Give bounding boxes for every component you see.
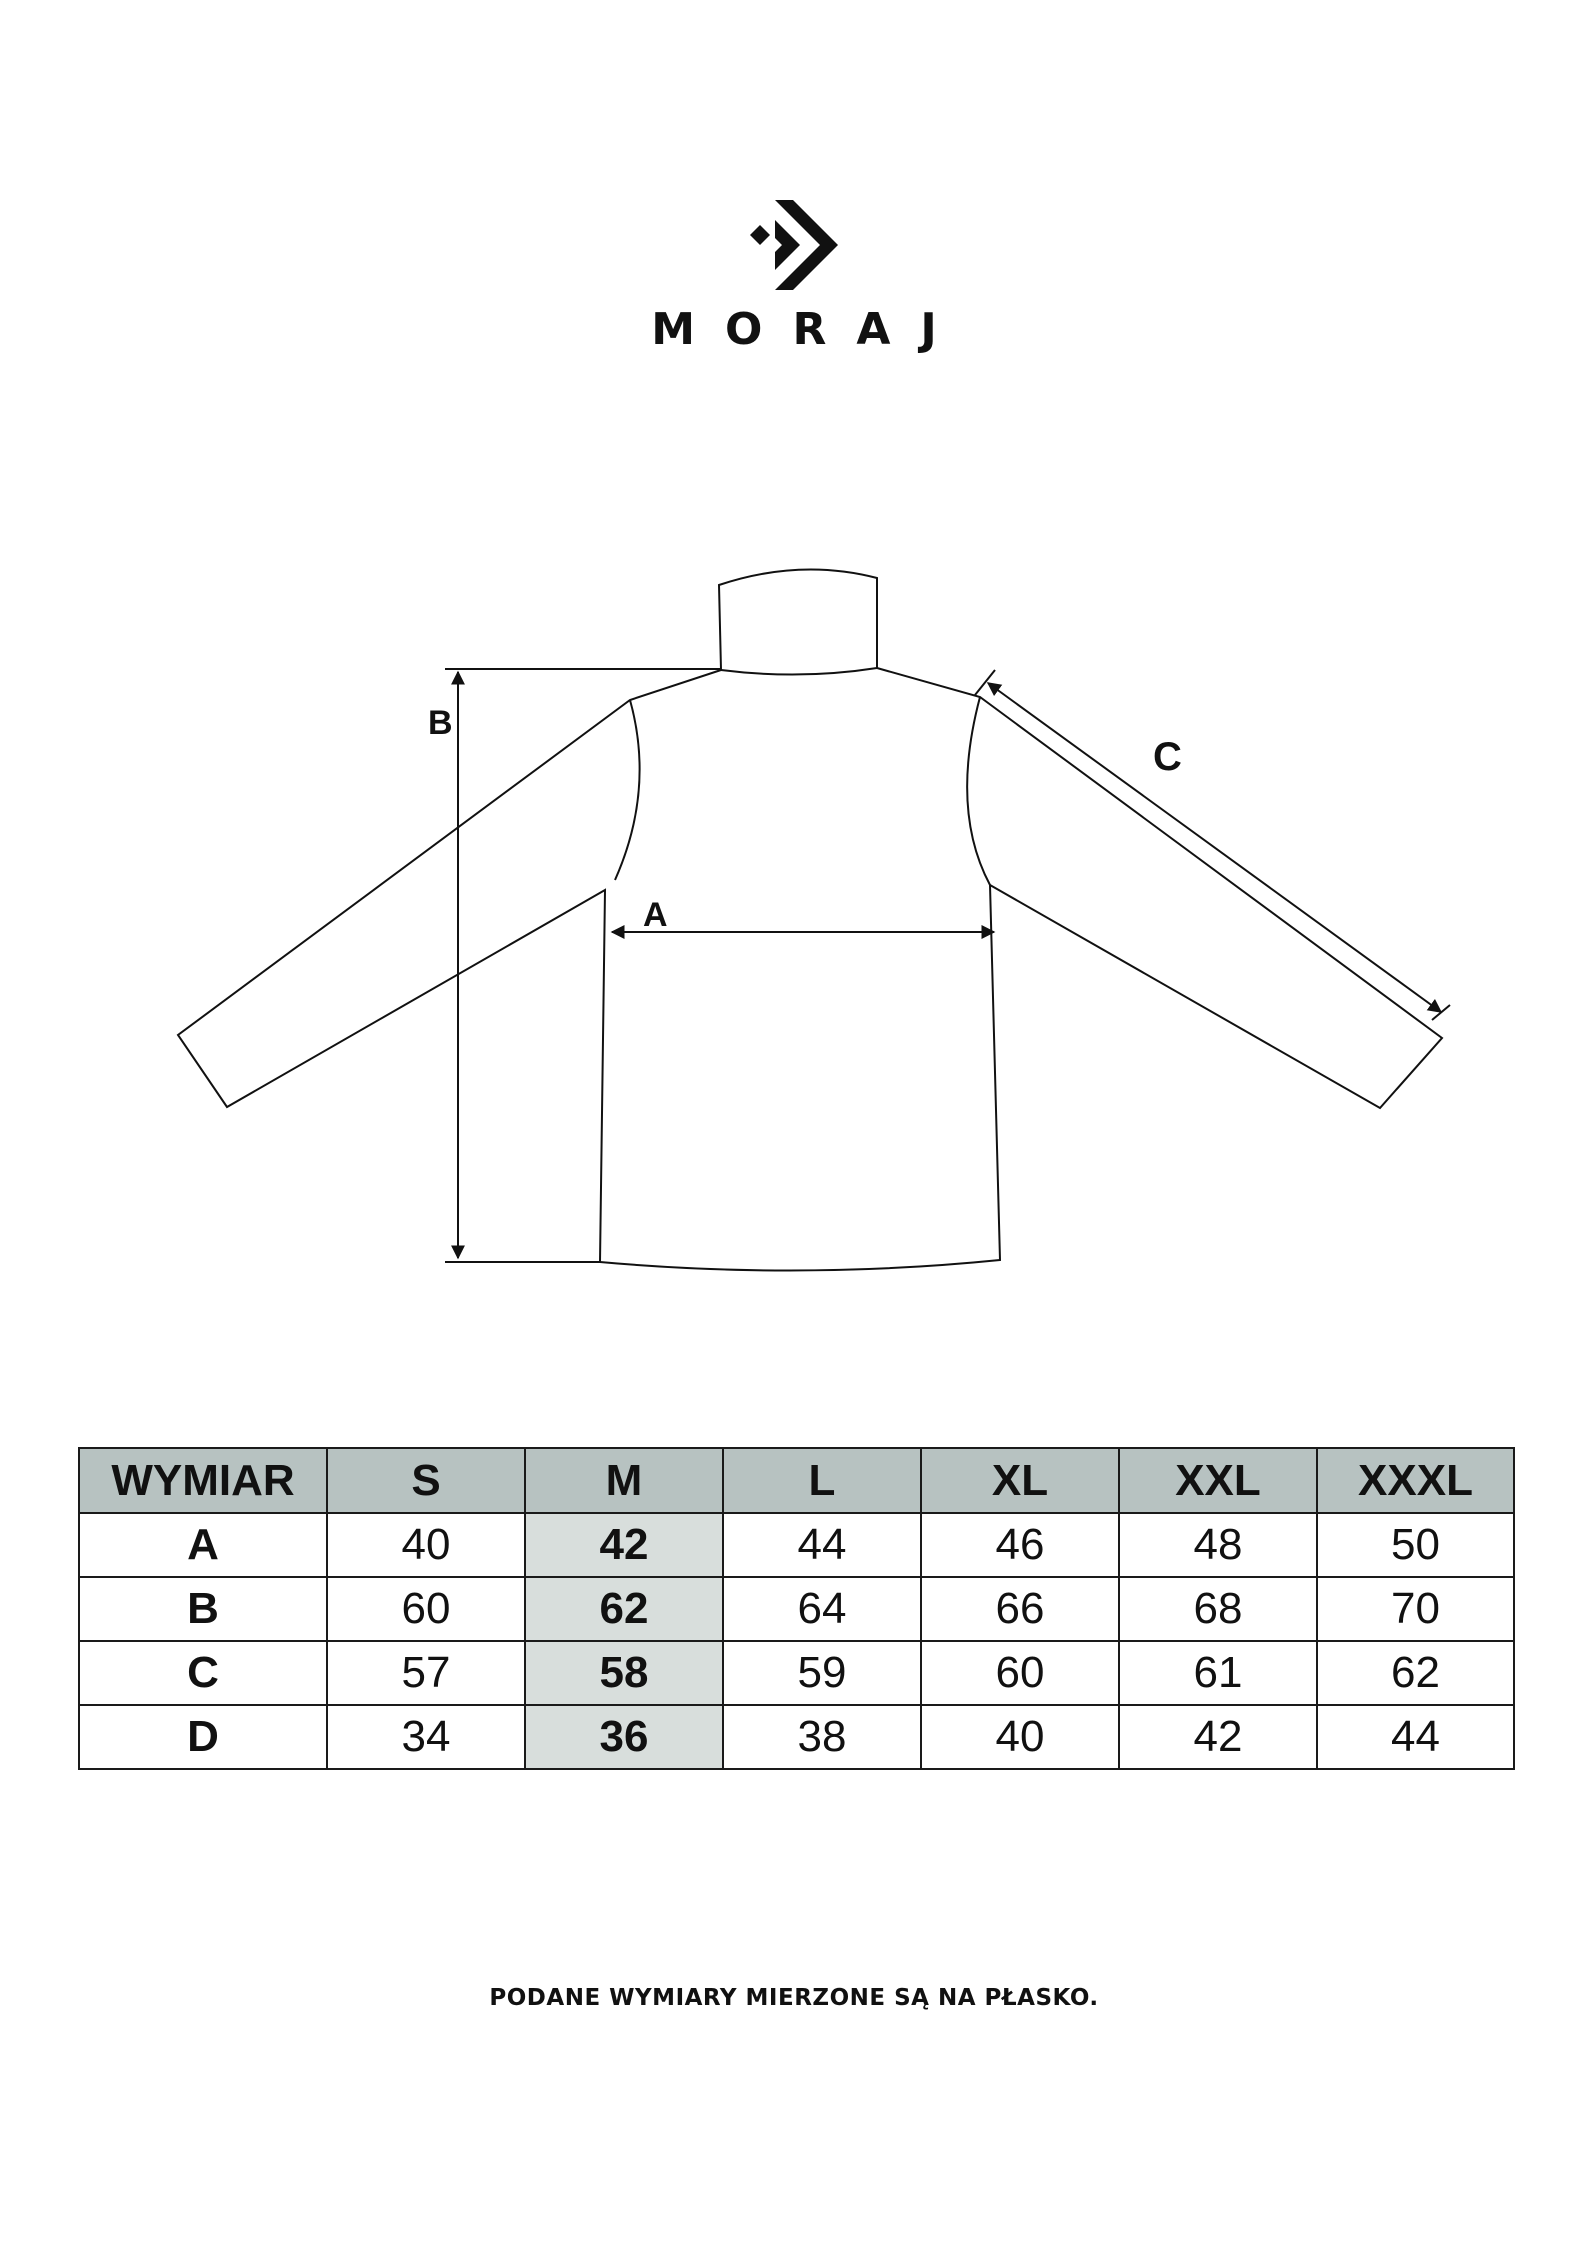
- row-label: C: [79, 1641, 327, 1705]
- table-cell: 60: [921, 1641, 1119, 1705]
- table-cell: 40: [921, 1705, 1119, 1769]
- table-cell: 44: [723, 1513, 921, 1577]
- sweater-outline: [178, 668, 1442, 1271]
- table-cell: 60: [327, 1577, 525, 1641]
- table-row: [79, 1513, 1514, 1577]
- header-cell: XXXL: [1317, 1448, 1514, 1513]
- c-tick-top: [975, 670, 995, 695]
- table-cell: 64: [723, 1577, 921, 1641]
- table-cell: 36: [525, 1705, 723, 1769]
- table-row: [79, 1705, 1514, 1769]
- table-cell: 66: [921, 1577, 1119, 1641]
- table-header-row: [79, 1448, 1514, 1513]
- table-cell: 62: [1317, 1641, 1514, 1705]
- header-cell: L: [723, 1448, 921, 1513]
- table-row: [79, 1641, 1514, 1705]
- table-cell: 61: [1119, 1641, 1317, 1705]
- table-cell: 68: [1119, 1577, 1317, 1641]
- header-cell: WYMIAR: [79, 1448, 327, 1513]
- table-cell: 38: [723, 1705, 921, 1769]
- table-cell: 46: [921, 1513, 1119, 1577]
- table-cell: 70: [1317, 1577, 1514, 1641]
- label-a: A: [643, 896, 668, 934]
- table-cell: 44: [1317, 1705, 1514, 1769]
- table-cell: 58: [525, 1641, 723, 1705]
- table-cell: 42: [525, 1513, 723, 1577]
- right-armhole: [967, 697, 990, 885]
- row-label: D: [79, 1705, 327, 1769]
- table-cell: 42: [1119, 1705, 1317, 1769]
- header-cell: S: [327, 1448, 525, 1513]
- left-armhole: [615, 700, 640, 880]
- brand-name: MORAJ: [651, 304, 967, 355]
- table-row: [79, 1577, 1514, 1641]
- label-b: B: [428, 704, 453, 742]
- row-label: B: [79, 1577, 327, 1641]
- table-cell: 59: [723, 1641, 921, 1705]
- table-cell: 50: [1317, 1513, 1514, 1577]
- table-cell: 40: [327, 1513, 525, 1577]
- collar-outline: [719, 569, 877, 674]
- measurement-note: PODANE WYMIARY MIERZONE SĄ NA PŁASKO.: [489, 1985, 1099, 2011]
- moraj-logo-icon: [745, 190, 855, 300]
- header-cell: M: [525, 1448, 723, 1513]
- table-cell: 57: [327, 1641, 525, 1705]
- c-measure-line: [988, 683, 1441, 1012]
- table-cell: 48: [1119, 1513, 1317, 1577]
- table-cell: 34: [327, 1705, 525, 1769]
- size-table: [78, 1447, 1515, 1770]
- table-cell: 62: [525, 1577, 723, 1641]
- label-c: C: [1153, 735, 1182, 779]
- garment-diagram: [0, 540, 1588, 1300]
- header-cell: XXL: [1119, 1448, 1317, 1513]
- header-cell: XL: [921, 1448, 1119, 1513]
- row-label: A: [79, 1513, 327, 1577]
